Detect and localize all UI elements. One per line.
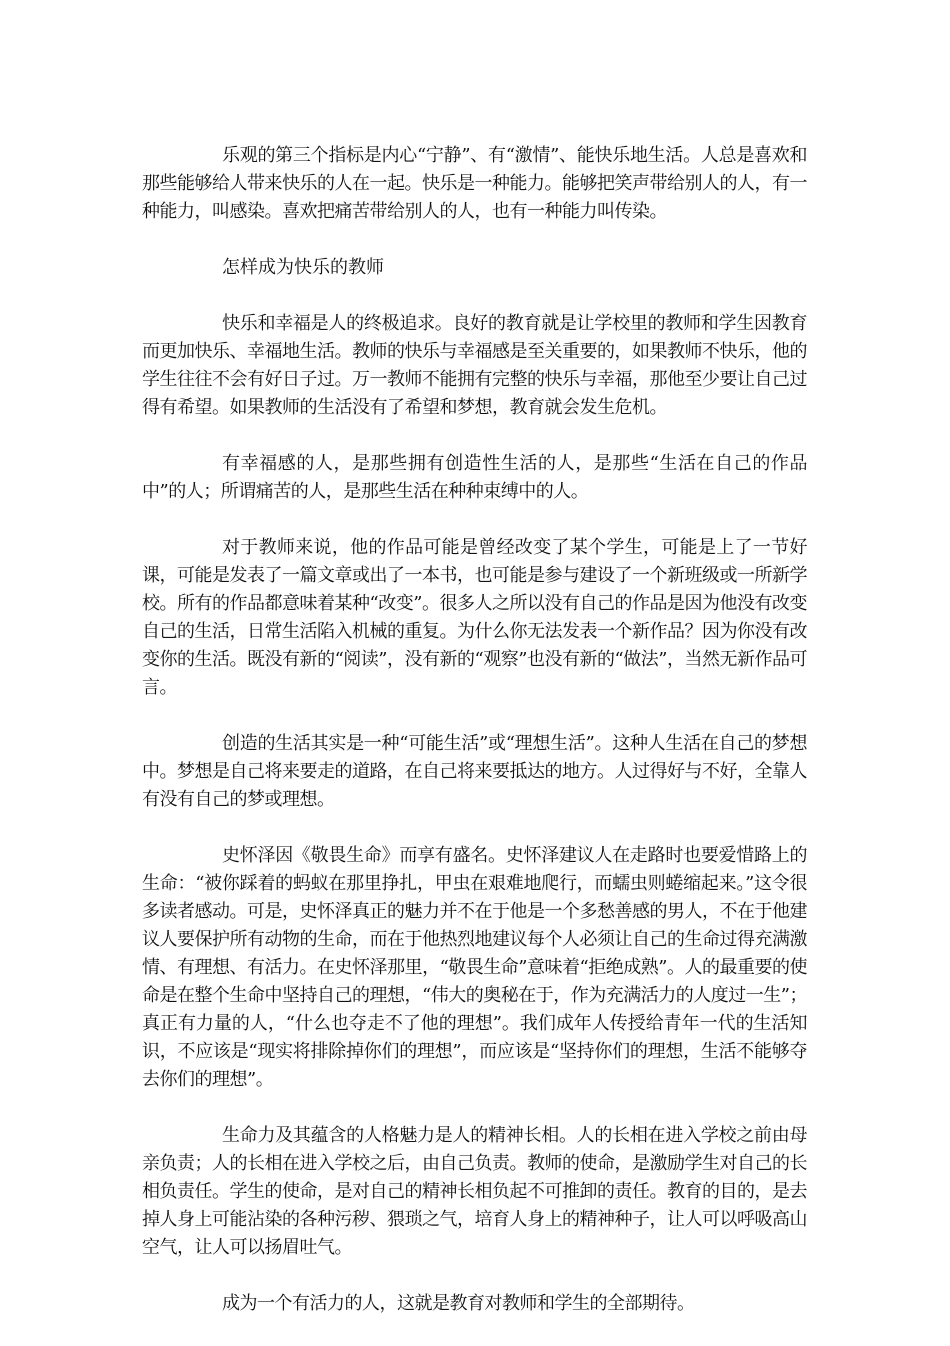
- paragraph-3: 有幸福感的人，是那些拥有创造性生活的人，是那些“生活在自己的作品中”的人；所谓痛苦的人，是那些生活在种种束缚中的人。: [142, 453, 807, 502]
- section-heading: 怎样成为快乐的教师: [222, 257, 384, 278]
- paragraph-1: 乐观的第三个指标是内心“宁静”、有“激情”、能快乐地生活。人总是喜欢和那些能够给人带来快乐的人在一起。快乐是一种能力。能够把笑声带给别人的人，有一种能力，叫感染。喜欢把痛苦带给别人的人，也有一种能力叫传染。: [142, 145, 807, 222]
- document-body: [142, 142, 807, 1346]
- paragraph-8: 成为一个有活力的人，这就是教育对教师和学生的全部期待。: [222, 1293, 695, 1314]
- paragraph-6: 史怀泽因《敬畏生命》而享有盛名。史怀泽建议人在走路时也要爱惜路上的生命：“被你踩着的蚂蚁在那里挣扎，甲虫在艰难地爬行，而蠕虫则蜷缩起来。”这令很多读者感动。可是，史怀泽真正的魅力并不在于他是一个多愁善感的男人，不在于他建议人要保护所有动物的生命，而在于他热烈地建议每个人必须让自己的生命过得充满激情、有理想、有活力。在史怀泽那里，“敬畏生命”意味着“拒绝成熟”。人的最重要的使命是在整个生命中坚持自己的理想，“伟大的奥秘在于，作为充满活力的人度过一生”；真正有力量的人，“什么也夺走不了他的理想”。我们成年人传授给青年一代的生活知识，不应该是“现实将排除掉你们的理想”，而应该是“坚持你们的理想，生活不能够夺去你们的理想”。: [142, 845, 807, 1090]
- paragraph-4: 对于教师来说，他的作品可能是曾经改变了某个学生，可能是上了一节好课，可能是发表了一篇文章或出了一本书，也可能是参与建设了一个新班级或一所新学校。所有的作品都意味着某种“改变”。很多人之所以没有自己的作品是因为他没有改变自己的生活，日常生活陷入机械的重复。为什么你无法发表一个新作品？因为你没有改变你的生活。既没有新的“阅读”，没有新的“观察”也没有新的“做法”，当然无新作品可言。: [142, 537, 807, 698]
- paragraph-2: 快乐和幸福是人的终极追求。良好的教育就是让学校里的教师和学生因教育而更加快乐、幸福地生活。教师的快乐与幸福感是至关重要的，如果教师不快乐，他的学生往往不会有好日子过。万一教师不能拥有完整的快乐与幸福，那他至少要让自己过得有希望。如果教师的生活没有了希望和梦想，教育就会发生危机。: [142, 313, 807, 418]
- paragraph-5: 创造的生活其实是一种“可能生活”或“理想生活”。这种人生活在自己的梦想中。梦想是自己将来要走的道路，在自己将来要抵达的地方。人过得好与不好，全靠人有没有自己的梦或理想。: [142, 733, 807, 810]
- paragraph-7: 生命力及其蕴含的人格魅力是人的精神长相。人的长相在进入学校之前由母亲负责；人的长相在进入学校之后，由自己负责。教师的使命，是激励学生对自己的长相负责任。学生的使命，是对自己的精神长相负起不可推卸的责任。教育的目的，是去掉人身上可能沾染的各种污秽、猥琐之气，培育人身上的精神种子，让人可以呼吸高山空气，让人可以扬眉吐气。: [142, 1125, 807, 1258]
